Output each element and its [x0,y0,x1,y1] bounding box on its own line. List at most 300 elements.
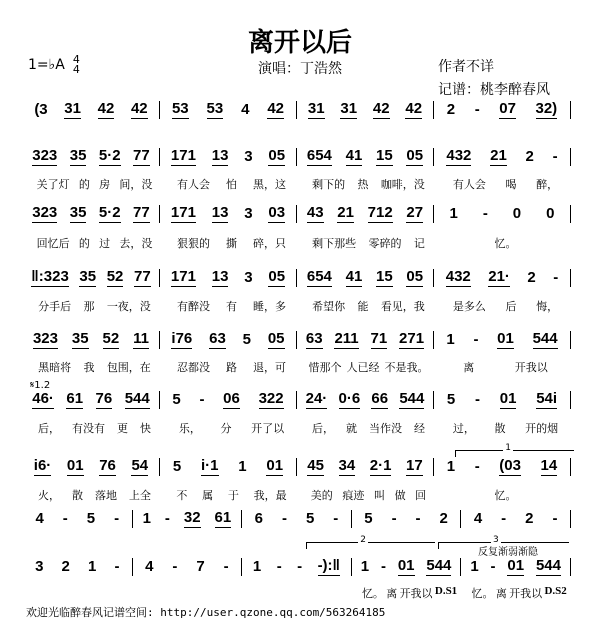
barline [570,510,571,528]
note-group: 171 [170,147,196,164]
lyric: 不 [176,489,188,502]
note-group: - [333,509,339,527]
lyrics-measure [300,359,437,375]
note-group: 5·2 [98,204,121,221]
measure [163,390,293,409]
note-group: 171 [170,204,196,221]
lyric: 忆。 [494,489,517,502]
lyric: 痕迹 [342,489,365,502]
lyrics-measure [355,585,465,601]
lyric: 热 [357,178,369,191]
note-group: 01 [497,330,514,347]
note-group: 4 [35,509,44,527]
volta-2 [306,535,435,549]
note-group: 13 [211,268,229,285]
measure [26,390,156,409]
measure [300,330,430,349]
barline [433,101,434,119]
lyric: 火， [38,489,60,502]
lyric: 散 [494,422,506,435]
note-group: 54i [536,390,558,407]
barline [296,391,297,409]
lyrics-measure [26,487,163,503]
note-group: 41 [345,268,363,285]
note-group: 35 [69,147,87,164]
note-group: 05 [267,330,285,347]
note-group: - [501,509,507,527]
lyric: 叫 [373,489,385,502]
lyric: 路 [226,361,237,374]
note-group: 54 [131,457,149,474]
lyric: 碎，只 [253,237,286,250]
note-group: 1 [446,457,456,475]
note-group: 5 [242,330,251,348]
lyrics-measure [26,585,136,601]
fade-note: 反复渐弱渐隐 [478,547,538,558]
barline [159,391,160,409]
lyric: 回忆后 [36,237,70,250]
barline [433,269,434,287]
lyrics-measure [300,487,437,503]
note-group: 01 [397,557,415,574]
lyrics-measure [163,359,300,375]
notation-line [26,509,574,528]
measure [136,509,239,528]
note-group: -):‖ [317,557,341,574]
lyric: 忆。 [494,237,517,250]
measure [26,558,129,576]
note-group: 14 [540,457,558,474]
note-group: 46· [32,390,54,407]
measure [163,147,293,166]
lyric: 看见，我 [380,300,425,313]
note-group: - [415,509,421,527]
song-title: 离开以后 [247,28,352,58]
measure [300,268,430,287]
note-group: - [62,509,68,527]
lyrics-line [26,487,574,503]
note-group: 24· [305,390,328,407]
note-group: 01 [266,457,284,474]
lyrics-measure [26,420,163,436]
barline [296,148,297,166]
measure [355,557,458,576]
lyrics-measure [163,235,300,251]
note-group: 432 [445,268,471,285]
note-group: - [474,457,480,475]
notation-line [26,100,574,119]
measure [437,268,567,287]
note-group: 712 [367,204,393,221]
note-group: - [223,557,229,575]
measure [163,100,293,119]
lyric: 去，没 [119,237,153,250]
lyric: 快 [140,422,151,435]
measure [245,557,348,576]
lyrics-measure [437,359,574,375]
note-group: 03 [268,204,286,221]
note-group: 5 [305,509,315,527]
note-group: 35 [69,204,87,221]
lyric: 剩下那些 [312,237,357,250]
measure [26,147,156,166]
notator: 记谱：桃李醉春风 [438,82,550,98]
note-group: 2 [439,509,448,527]
lyric: 于 [227,489,239,502]
measure [26,100,156,119]
note-group: 21 [337,204,354,221]
barline [570,558,571,576]
barline [296,205,297,223]
lyric: 忆。 [471,587,494,600]
lyric: 当作没 [369,422,402,435]
barline [570,458,571,476]
note-group: 05 [268,147,286,164]
barline [433,205,434,223]
lyric: 开了以 [251,422,285,435]
note-group: 4 [241,100,250,118]
note-group: 1 [238,457,247,475]
barline [351,558,352,576]
note-group: (03 [499,457,521,474]
note-group: 53 [171,100,189,117]
note-group: 5·2 [98,147,121,164]
lyric: 悔， [536,300,559,313]
notation-line [26,390,574,409]
note-group: 61 [66,390,84,407]
singer: 演唱：丁浩然 [258,61,342,77]
time-top: 4 [72,53,80,66]
lyric: 怕 [226,178,237,191]
lyric: 零碎的 [368,237,402,250]
note-group: 1 [142,509,151,527]
note-group: 271 [399,330,425,347]
lyric: 喝 [505,178,517,191]
lyric: 开的烟 [525,422,559,435]
lyric: 撕 [226,237,237,250]
lyric: 开我以 [509,587,543,600]
note-group: 2 [61,557,70,575]
lyric: 分 [220,422,232,435]
lyric: 狠狠的 [177,237,210,250]
lyric: 乐， [178,422,201,435]
note-group: - [164,509,170,527]
lyric: 是多么 [452,300,486,313]
note-group: 17 [406,457,423,474]
note-group: 1 [360,557,370,575]
lyric: 退，可 [253,361,286,374]
note-group: 52 [102,330,120,347]
note-group: 1 [88,557,97,575]
note-group: 322 [258,390,284,407]
lyric: 做 [394,489,406,502]
barline [433,331,434,349]
lyric: 的 [78,178,90,191]
note-group: 63 [209,330,226,347]
barline [296,331,297,349]
lyric: 包围，在 [106,361,151,374]
barline [570,148,571,166]
lyrics-measure [163,298,300,314]
note-group: 45 [307,457,324,474]
note-group: 53 [206,100,224,117]
barline [570,101,571,119]
lyrics-measure [300,298,437,314]
note-group: - [199,390,205,408]
note-group: 544 [535,557,561,574]
measure [355,510,458,528]
note-group: 06 [223,390,240,407]
note-group: 2 [527,268,536,286]
lyric: 的 [78,237,90,250]
note-group: 5 [172,390,181,408]
lyric: 有醉没 [177,300,210,313]
lyric: 美的 [310,489,333,502]
footer: 欢迎光临醉春风记谱空间: http://user.qzone.qq.com/563264185 [26,606,386,619]
lyric: 希望你 [312,300,346,313]
barline [132,558,133,576]
lyric: 分手后 [38,300,72,313]
measure [26,204,156,223]
measure [437,457,567,476]
note-group: 1 [449,204,458,222]
note-group: - [172,557,178,575]
lyric: 有人会 [177,178,210,191]
lyric: 间，没 [119,178,153,191]
lyric: 经 [414,422,425,435]
note-group: 0·6 [338,390,361,407]
key: 1=♭A [28,57,65,73]
measure [163,457,293,476]
barline [433,458,434,476]
note-group: - [114,509,120,527]
note-group: 432 [446,147,472,164]
barline [296,269,297,287]
note-group: 7 [196,557,205,575]
measure [26,268,156,287]
lyrics-measure [437,487,574,503]
barline [570,269,571,287]
lyric: 不是我。 [384,361,429,374]
lyric: 有 [226,300,237,313]
note-group: - [380,557,386,575]
note-group: - [474,390,480,408]
note-group: 35 [71,330,89,347]
note-group: 42 [405,100,423,117]
lyrics-line [26,235,574,251]
note-group: ‖:323 [31,268,69,285]
segno-mark: 𝄋1.2 [30,380,51,391]
barline [296,101,297,119]
measure [300,100,430,119]
lyrics-measure [437,176,574,192]
measure [26,330,156,349]
note-group: i6· [33,457,52,474]
lyrics-measure [437,298,574,314]
note-group: 1 [252,557,262,575]
measure [464,557,567,576]
note-group: 15 [376,147,393,164]
note-group: 5 [86,509,96,527]
note-group: 544 [426,557,452,574]
lyric: 开我以 [399,587,433,600]
barline [433,148,434,166]
time-bottom: 4 [72,63,80,76]
barline [132,510,133,528]
note-group: 77 [133,204,150,221]
measure [26,510,129,528]
notation-line [26,457,574,476]
lyrics-measure [26,235,163,251]
lyrics-measure [245,585,355,601]
note-group: - [552,147,558,165]
measure [136,558,239,576]
measure [437,100,567,119]
note-group: 654 [306,147,332,164]
measure [300,457,430,476]
lyric: D.S2 [544,585,567,597]
note-group: 77 [133,147,150,164]
note-group: i76 [171,330,193,347]
lyrics-measure [300,176,437,192]
note-group: - [297,557,303,575]
note-group: 2 [446,100,456,118]
note-group: 63 [305,330,323,347]
note-group: 05 [268,268,286,285]
measure [245,510,348,528]
lyric: 更 [117,422,128,435]
note-group: 13 [211,204,229,221]
lyric: 醉， [536,178,559,191]
note-group: 544 [532,330,558,347]
note-group: (3 [34,100,48,118]
note-group: 43 [306,204,324,221]
note-group: 31 [340,100,358,117]
note-group: 31 [64,100,81,117]
composer: 作者不详 [438,59,494,75]
time-signature [73,55,80,75]
note-group: 05 [406,147,424,164]
note-group: 5 [172,457,182,475]
note-group: 323 [32,204,58,221]
note-group: 01 [507,557,525,574]
note-group: 544 [124,390,150,407]
note-group: - [281,509,287,527]
barline [570,331,571,349]
key-signature [28,55,80,75]
note-group: 42 [97,100,115,117]
notation-line [26,330,574,349]
lyric: 离 [495,587,507,600]
lyric: 能 [357,300,369,313]
note-group: 2 [525,509,534,527]
note-group: 1 [446,330,455,348]
barline [241,558,242,576]
lyric: 黑暗将 [38,361,72,374]
lyric: 我，最 [253,489,287,502]
volta-label: 1 [505,443,511,453]
note-group: 42 [372,100,390,117]
note-group: 4 [473,509,483,527]
note-group: 5 [364,509,373,527]
lyric: 惜那个 [308,361,342,374]
note-group: 3 [244,268,253,286]
note-group: - [482,204,488,222]
note-group: 01 [66,457,84,474]
note-group: 11 [133,330,149,347]
measure [163,204,293,223]
lyrics-measure [163,487,300,503]
barline [159,458,160,476]
lyric: 散 [72,489,83,502]
note-group: 31 [307,100,325,117]
lyrics-measure [437,235,574,251]
lyric: 过 [99,237,111,250]
barline [296,458,297,476]
note-group: 42 [267,100,285,117]
note-group: 32) [535,100,558,117]
barline [159,101,160,119]
note-group: 76 [95,390,113,407]
measure [437,147,567,166]
barline [351,510,352,528]
barline [570,205,571,223]
lyrics-measure [163,176,300,192]
lyrics-line [26,176,574,192]
lyric: 回 [415,489,427,502]
barline [433,391,434,409]
lyric: 就 [346,422,357,435]
note-group: - [553,268,559,286]
note-group: 66 [371,390,389,407]
lyrics-line [26,585,574,601]
volta-label: 3 [493,535,499,545]
measure [163,330,293,349]
note-group: - [276,557,282,575]
barline [570,391,571,409]
note-group: - [552,509,558,527]
measure [300,204,430,223]
note-group: 4 [145,557,154,575]
notation-line [26,268,574,287]
lyric: 落地 [95,489,117,502]
lyric: 忆。 [361,587,384,600]
note-group: 211 [334,330,359,347]
note-group: 5 [446,390,456,408]
lyrics-line [26,298,574,314]
lyric: 那 [83,300,95,313]
note-group: - [391,509,397,527]
measure [437,205,567,223]
measure [300,147,430,166]
barline [460,510,461,528]
note-group: 3 [35,557,44,575]
lyric: 忍都没 [177,361,210,374]
lyric: 人已经 [346,361,380,374]
note-group: i·1 [200,457,219,474]
lyrics-measure [464,585,574,601]
note-group: 323 [32,330,58,347]
note-group: 3 [244,147,253,165]
note-group: 654 [306,268,332,285]
note-group: 323 [32,147,58,164]
lyric: 一夜，没 [106,300,151,313]
lyric: 黑，这 [253,178,286,191]
lyrics-measure [437,420,574,436]
note-group: 6 [254,509,264,527]
note-group: - [114,557,120,575]
note-group: 2 [525,147,534,165]
